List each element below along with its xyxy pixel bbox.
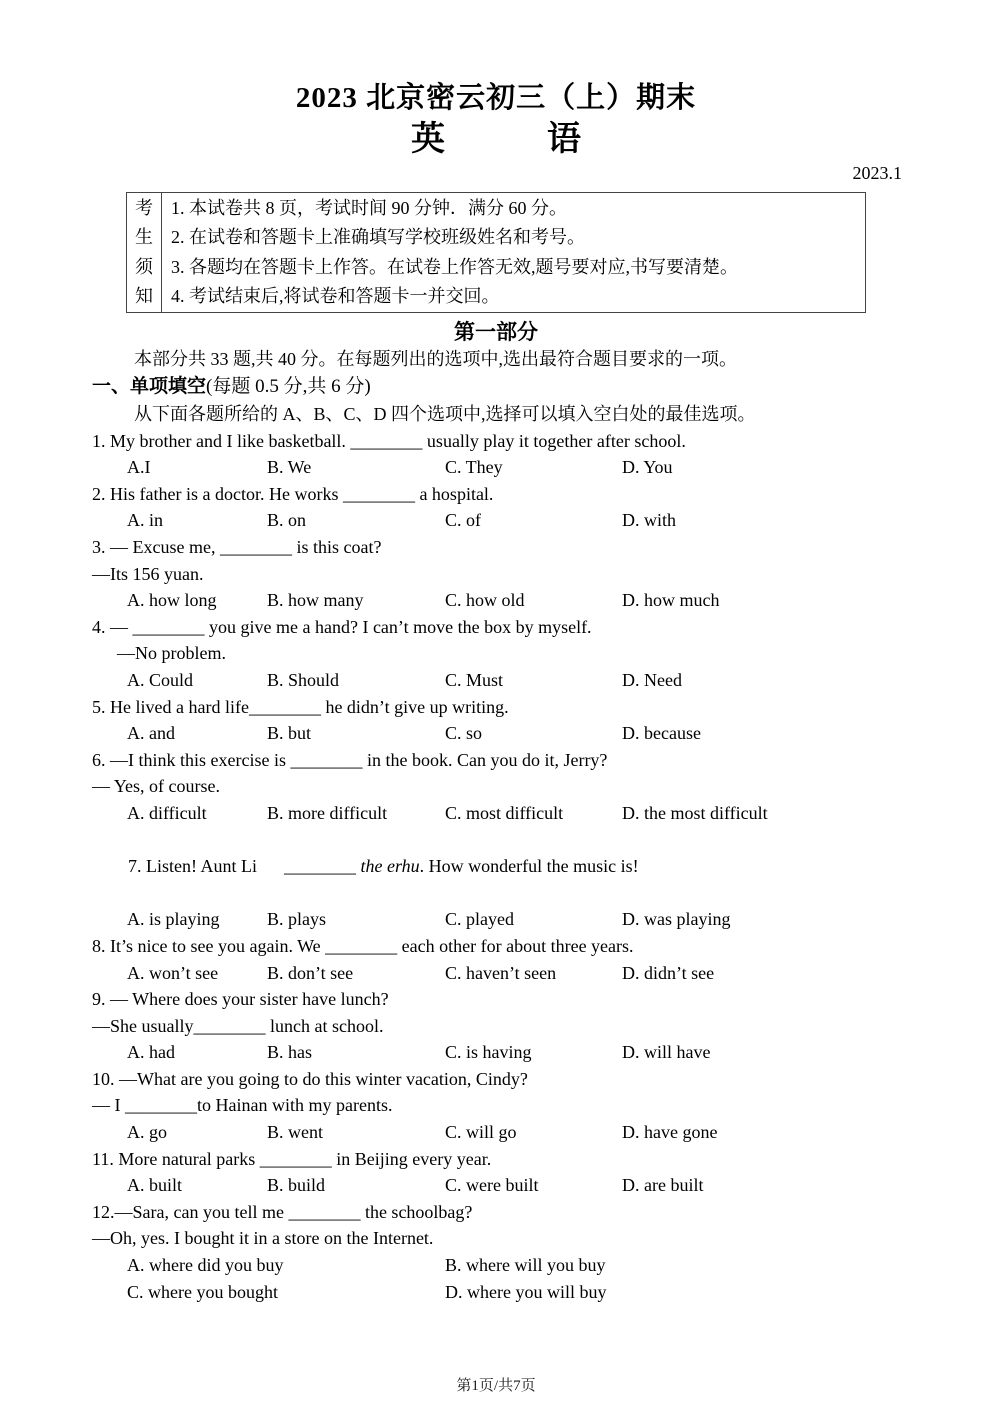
option-a: A. how long [127, 590, 217, 611]
question-dialogue: —Its 156 yuan. [92, 563, 204, 584]
option-b: B. how many [267, 590, 364, 611]
options-row [127, 667, 952, 694]
question-text: 9. — Where does your sister have lunch? [92, 989, 389, 1010]
question-6 [92, 747, 952, 827]
notice-item: 2. 在试卷和答题卡上准确填写学校班级姓名和考号。 [171, 227, 585, 248]
option-d: D. with [622, 510, 676, 531]
option-b: B. don’t see [267, 962, 354, 983]
option-d: D. Need [622, 669, 682, 690]
question-9 [92, 986, 952, 1066]
question-text: 3. — Excuse me, ________ is this coat? [92, 537, 382, 557]
option-c: C. haven’t seen [445, 962, 557, 983]
question-dialogue: —She usually________ lunch at school. [92, 1015, 384, 1036]
question-text [92, 827, 952, 907]
option-a: A. go [127, 1122, 167, 1143]
notice-item: 3. 各题均在答题卡上作答。在试卷上作答无效,题号要对应,书写要清楚。 [171, 256, 738, 277]
question-4 [92, 614, 952, 694]
candidate-notice-box [126, 192, 866, 313]
option-b: B. plays [267, 909, 327, 930]
question-text: 12.—Sara, can you tell me ________ the schoolbag? [92, 1201, 473, 1222]
options-row [127, 1039, 952, 1066]
option-b: B. build [267, 1175, 326, 1196]
section-score: (每题 0.5 分,共 6 分) [206, 375, 371, 397]
question-text-pre: 7. Listen! Aunt Li ________ [128, 856, 361, 877]
option-a: A. built [127, 1175, 183, 1196]
option-d: D. You [622, 457, 673, 478]
option-d: D. are built [622, 1175, 704, 1196]
question-dialogue: — I ________to Hainan with my parents. [92, 1095, 393, 1116]
question-12 [92, 1199, 952, 1305]
option-c: C. of [445, 510, 481, 531]
option-d: D. was playing [622, 909, 731, 930]
option-a: A. is playing [127, 909, 220, 930]
option-c: C. They [445, 457, 503, 478]
option-b: B. went [267, 1122, 323, 1143]
option-c: C. most difficult [445, 802, 564, 823]
question-7 [92, 827, 952, 933]
notice-side-char: 须 [135, 256, 153, 277]
part-one-heading: 第一部分 [454, 319, 538, 344]
question-dialogue: —Oh, yes. I bought it in a store on the Internet. [92, 1228, 434, 1249]
option-d: D. how much [622, 590, 720, 611]
option-c: C. so [445, 723, 483, 744]
notice-item: 1. 本试卷共 8 页，考试时间 90 分钟．满分 60 分。 [171, 198, 567, 218]
question-2 [92, 481, 952, 534]
options-row [127, 906, 952, 933]
question-dialogue: — Yes, of course. [92, 776, 220, 797]
option-d: D. will have [622, 1042, 711, 1063]
main-content [0, 346, 992, 1306]
option-a: A. Could [127, 669, 194, 690]
option-a: A.I [127, 457, 151, 478]
section-number: 一、单项填空 [92, 375, 207, 397]
option-b: B. on [267, 510, 307, 531]
question-dialogue: —No problem. [117, 643, 226, 664]
option-c: C. where you bought [127, 1281, 278, 1302]
notice-side-char: 生 [135, 227, 153, 248]
question-10 [92, 1066, 952, 1146]
option-b: B. more difficult [267, 802, 388, 823]
option-d: D. because [622, 723, 701, 744]
option-a: A. had [127, 1042, 175, 1063]
options-row [127, 720, 952, 747]
notice-side-char: 考 [135, 198, 153, 218]
options-row [127, 1279, 952, 1306]
page-footer: 第1页/共7页 [456, 1378, 536, 1394]
question-3 [92, 534, 952, 614]
option-d: D. didn’t see [622, 962, 715, 983]
option-c: C. how old [445, 590, 525, 611]
option-c: C. were built [445, 1175, 539, 1196]
option-a: A. and [127, 723, 175, 744]
exam-title: 2023 北京密云初三（上）期末 [295, 82, 697, 114]
option-a: A. won’t see [127, 962, 219, 983]
option-d: D. the most difficult [622, 802, 768, 823]
question-text: 5. He lived a hard life________ he didn’t give up writing. [92, 696, 509, 717]
question-11 [92, 1146, 952, 1199]
question-5 [92, 694, 952, 747]
option-c: C. Must [445, 669, 504, 690]
options-row [127, 960, 952, 987]
question-text: 4. — ________ you give me a hand? I can’t move the box by myself. [92, 616, 592, 637]
options-row [127, 800, 952, 827]
options-row [127, 1252, 952, 1279]
option-b: B. We [267, 457, 312, 478]
part-intro: 本部分共 33 题,共 40 分。在每题列出的选项中,选出最符合题目要求的一项。 [134, 348, 737, 369]
question-text: 6. —I think this exercise is ________ in the book. Can you do it, Jerry? [92, 749, 608, 770]
question-1 [92, 428, 952, 481]
notice-item: 4. 考试结束后,将试卷和答题卡一并交回。 [171, 286, 500, 307]
options-row [127, 507, 952, 534]
option-a: A. where did you buy [127, 1255, 284, 1276]
option-c: C. is having [445, 1042, 532, 1063]
options-row [127, 1172, 952, 1199]
exam-date: 2023.1 [852, 163, 902, 183]
option-d: D. have gone [622, 1122, 718, 1143]
option-a: A. in [127, 510, 163, 531]
option-b: B. has [267, 1042, 312, 1063]
section-heading [92, 373, 952, 401]
options-row [127, 1119, 952, 1146]
question-8 [92, 933, 952, 986]
question-text: 8. It’s nice to see you again. We ________ each other for about three years. [92, 935, 634, 956]
option-a: A. difficult [127, 802, 207, 823]
exam-subject: 英 语 [411, 121, 581, 158]
option-d: D. where you will buy [445, 1281, 607, 1302]
options-row [127, 454, 952, 481]
notice-side-char: 知 [135, 286, 153, 307]
question-text: 2. His father is a doctor. He works ________ a hospital. [92, 483, 494, 504]
question-text-post: . How wonderful the music is! [419, 856, 639, 877]
option-b: B. where will you buy [445, 1255, 606, 1276]
question-text: 10. —What are you going to do this winter vacation, Cindy? [92, 1068, 528, 1089]
question-text: 1. My brother and I like basketball. ________ usually play it together after school. [92, 430, 686, 451]
notice-items [162, 193, 865, 312]
option-c: C. played [445, 909, 514, 930]
option-c: C. will go [445, 1122, 517, 1143]
question-text-italic: the erhu [360, 856, 420, 877]
option-b: B. Should [267, 669, 340, 690]
question-text: 11. More natural parks ________ in Beijing every year. [92, 1148, 492, 1169]
options-row [127, 587, 952, 614]
option-b: B. but [267, 723, 312, 744]
section-intro: 从下面各题所给的 A、B、C、D 四个选项中,选择可以填入空白处的最佳选项。 [134, 403, 756, 424]
notice-side-label [127, 193, 162, 312]
